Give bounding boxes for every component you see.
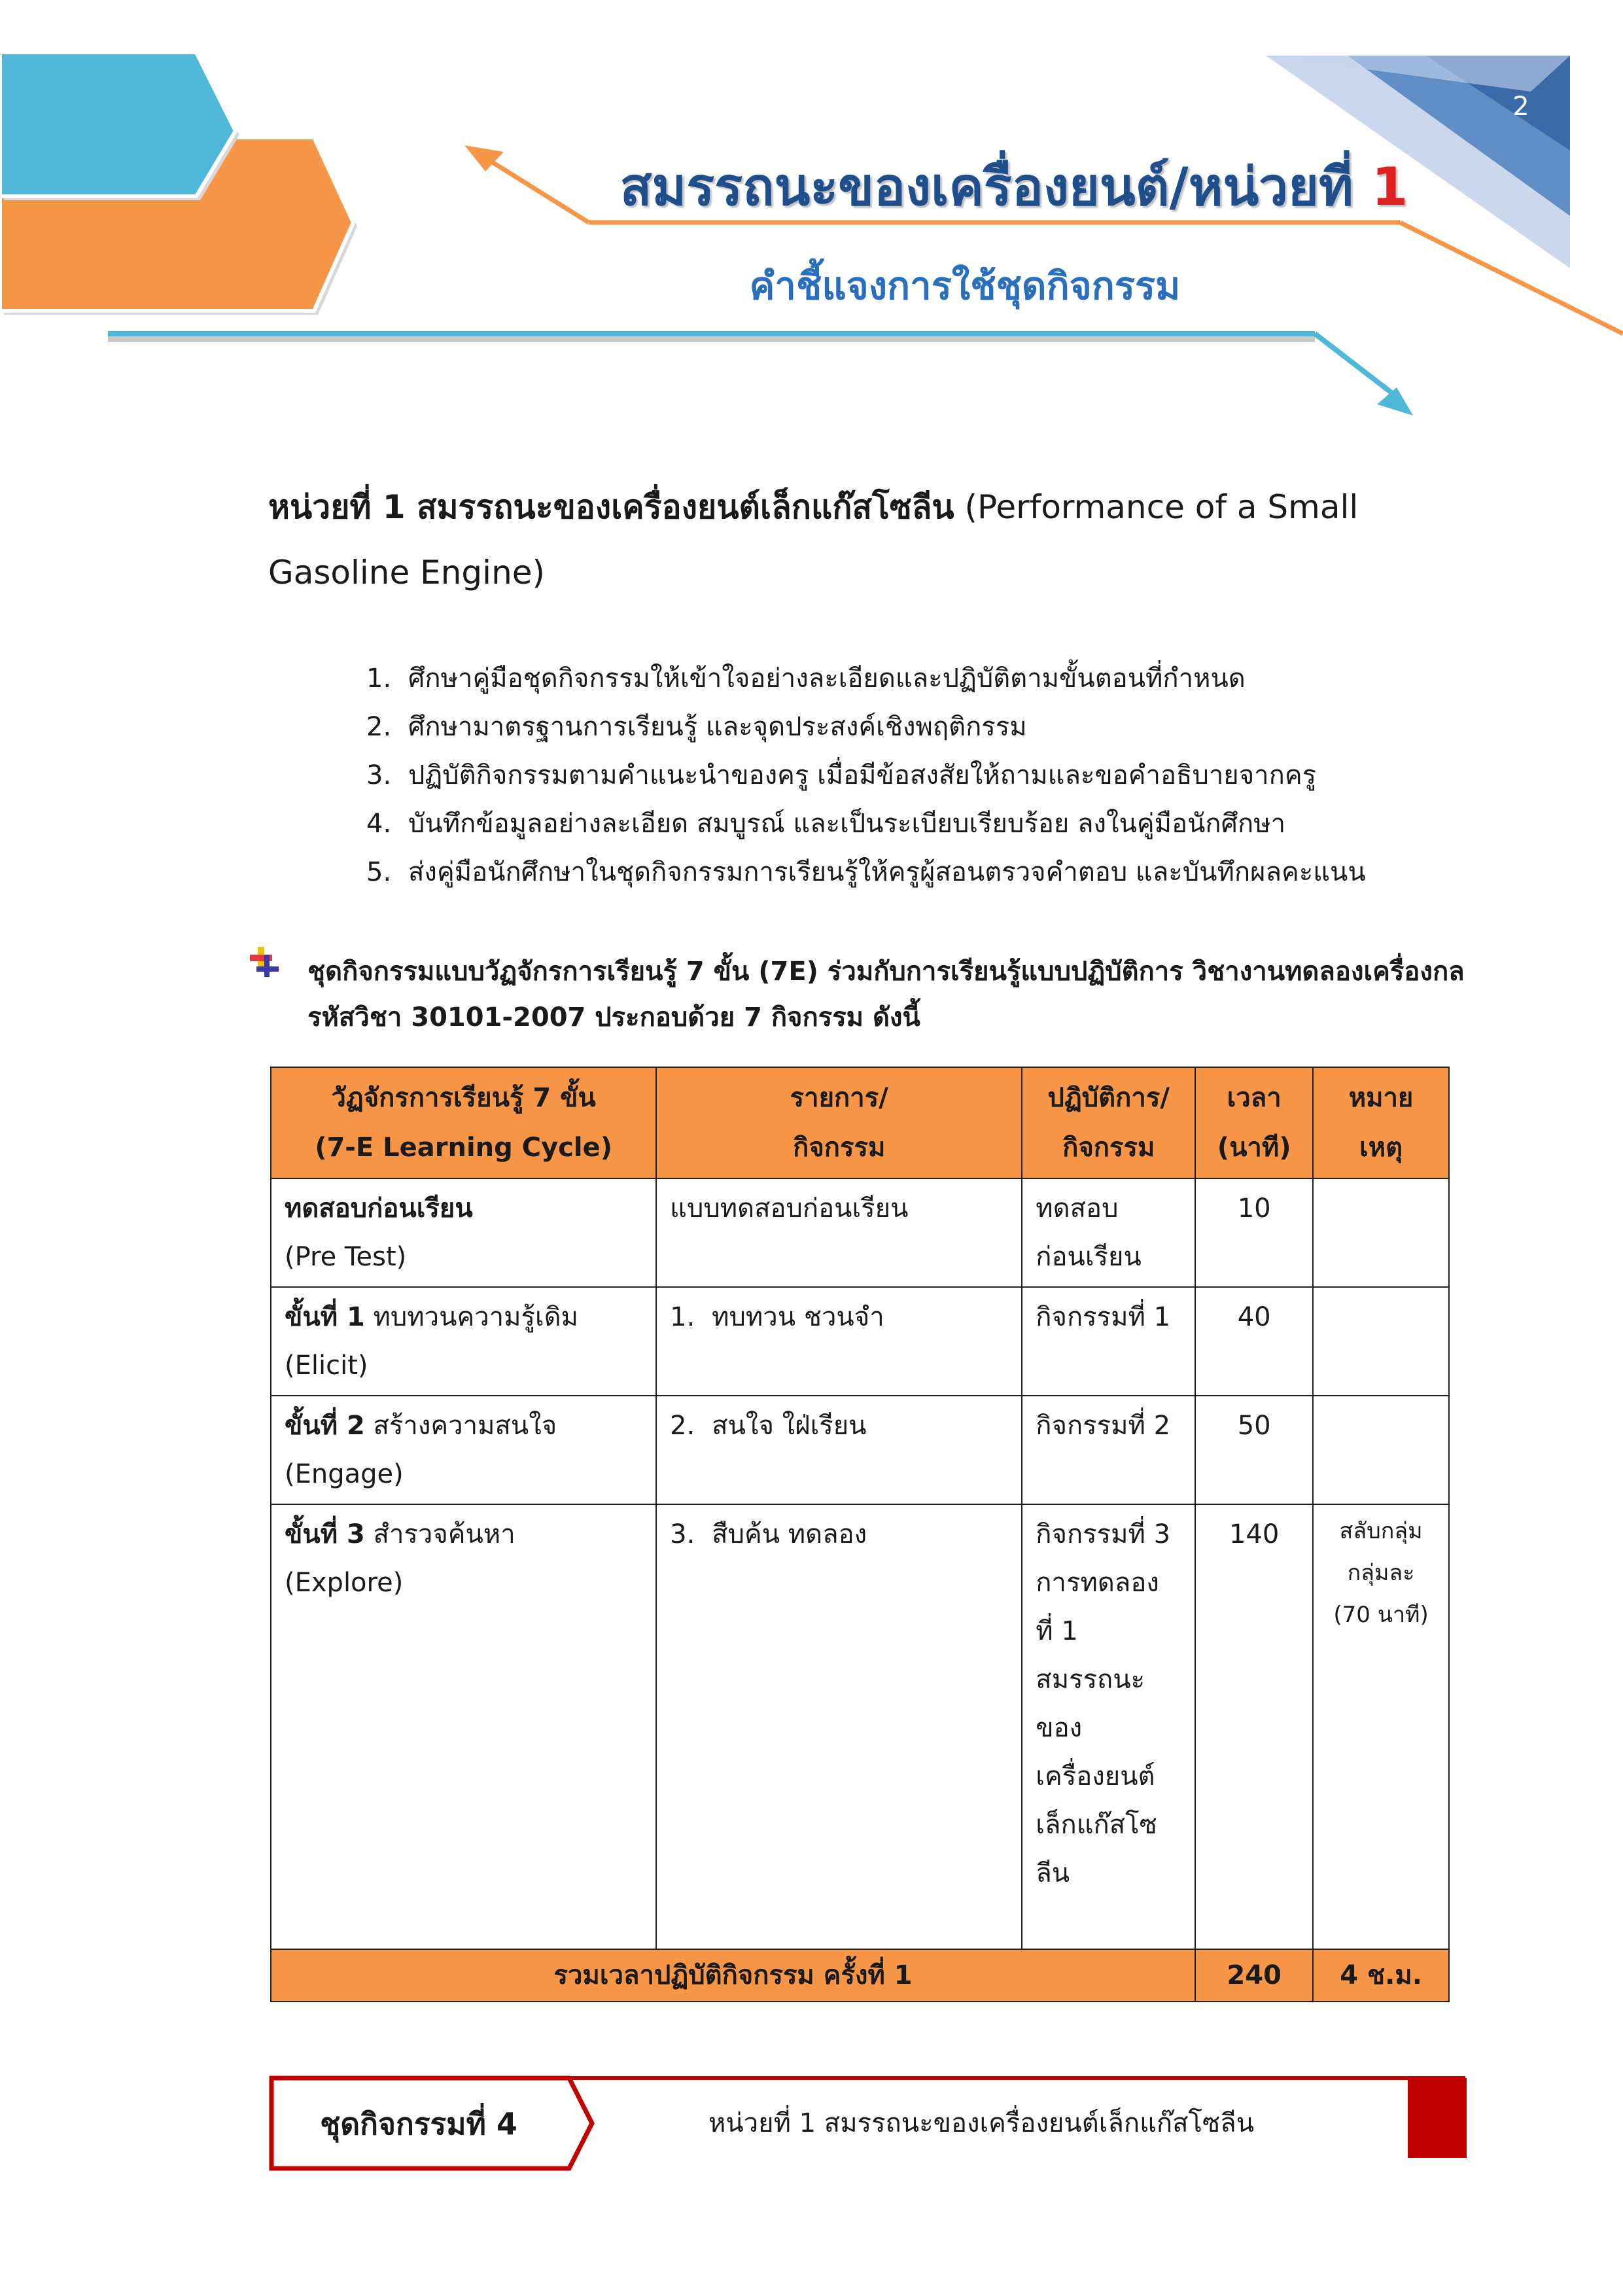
instruction-list bbox=[366, 654, 1544, 896]
instruction-number: 3. bbox=[366, 760, 392, 790]
header-learning-cycle: วัฏจักรการเรียนรู้ 7 ขั้น (7-E Learning Cycle) bbox=[271, 1067, 656, 1178]
list-cell: 2. สนใจ ใฝ่เรียน bbox=[656, 1396, 1022, 1504]
footer-unit-title: หน่วยที่ 1 สมรรถนะของเครื่องยนต์เล็กแก๊สโซลีน bbox=[708, 2108, 1255, 2138]
page-title-number: 1 bbox=[1371, 156, 1408, 217]
instruction-item bbox=[366, 751, 1544, 800]
table-header-row bbox=[271, 1067, 1449, 1178]
arrow-head-shape bbox=[1377, 387, 1413, 415]
page-title bbox=[589, 145, 1439, 228]
practice-cell: กิจกรรมที่ 3 การทดลอง ที่ 1 สมรรถนะ ของ เครื่องยนต์ เล็กแก๊สโซ ลีน bbox=[1022, 1504, 1195, 1949]
instruction-text: บันทึกข้อมูลอย่างละเอียด สมบูรณ์ และเป็นระเบียบเรียบร้อย ลงในคู่มือนักศึกษา bbox=[408, 809, 1286, 839]
list-cell: แบบทดสอบก่อนเรียน bbox=[656, 1178, 1022, 1287]
activity-plan-table bbox=[270, 1067, 1450, 2002]
instruction-item bbox=[366, 654, 1544, 703]
stage-cell: ขั้นที่ 3 สำรวจค้นหา (Explore) bbox=[271, 1504, 656, 1949]
time-cell: 40 bbox=[1195, 1287, 1313, 1396]
instruction-item bbox=[366, 800, 1544, 848]
instruction-text: ศึกษาคู่มือชุดกิจกรรมให้เข้าใจอย่างละเอียดและปฏิบัติตามขั้นตอนที่กำหนด bbox=[408, 663, 1246, 694]
bullet-cross-icon bbox=[249, 945, 281, 978]
page-subtitle: คำชี้แจงการใช้ชุดกิจกรรม bbox=[749, 264, 1181, 308]
remark-cell: สลับกลุ่ม กลุ่มละ (70 นาที) bbox=[1313, 1504, 1449, 1949]
practice-cell: กิจกรรมที่ 2 bbox=[1022, 1396, 1195, 1504]
unit-heading bbox=[268, 474, 1465, 605]
total-hours: 4 ช.ม. bbox=[1313, 1949, 1449, 2002]
activity-set-description: ชุดกิจกรรมแบบวัฏจักรการเรียนรู้ 7 ขั้น (7E) ร่วมกับการเรียนรู้แบบปฏิบัติการ วิชางานทดลองเครื่องกล รหัสวิชา 30101-2007 ประกอบด้วย 7 กิจกรรม ดังนี้ bbox=[307, 957, 1465, 1033]
remark-cell bbox=[1313, 1396, 1449, 1504]
stage-cell: ขั้นที่ 2 สร้างความสนใจ (Engage) bbox=[271, 1396, 656, 1504]
header-decoration bbox=[0, 0, 1623, 458]
instruction-item bbox=[366, 703, 1544, 751]
stage-cell: ขั้นที่ 1 ทบทวนความรู้เดิม (Elicit) bbox=[271, 1287, 656, 1396]
list-cell: 3. สืบค้น ทดลอง bbox=[656, 1504, 1022, 1949]
total-label: รวมเวลาปฏิบัติกิจกรรม ครั้งที่ 1 bbox=[271, 1949, 1195, 2002]
remark-cell bbox=[1313, 1178, 1449, 1287]
header-remarks: หมาย เหตุ bbox=[1313, 1067, 1449, 1178]
instruction-item bbox=[366, 848, 1544, 896]
instruction-text: ส่งคู่มือนักศึกษาในชุดกิจกรรมการเรียนรู้ให้ครูผู้สอนตรวจคำตอบ และบันทึกผลคะแนน bbox=[408, 857, 1366, 887]
header-time-minutes: เวลา (นาที) bbox=[1195, 1067, 1313, 1178]
list-cell: 1. ทบทวน ชวนจำ bbox=[656, 1287, 1022, 1396]
activity-set-label: ชุดกิจกรรมที่ 4 bbox=[320, 2106, 517, 2142]
instruction-text: ศึกษามาตรฐานการเรียนรู้ และจุดประสงค์เชิงพฤติกรรม bbox=[408, 712, 1027, 742]
time-cell: 50 bbox=[1195, 1396, 1313, 1504]
time-cell: 10 bbox=[1195, 1178, 1313, 1287]
header-list-activity: รายการ/ กิจกรรม bbox=[656, 1067, 1022, 1178]
table-row bbox=[271, 1396, 1449, 1504]
unit-title-thai: หน่วยที่ 1 สมรรถนะของเครื่องยนต์เล็กแก๊สโซลีน bbox=[268, 488, 954, 526]
instruction-number: 2. bbox=[366, 712, 392, 742]
footer-red-block bbox=[1408, 2078, 1467, 2158]
total-time: 240 bbox=[1195, 1949, 1313, 2002]
subtitle-underline bbox=[1315, 334, 1400, 399]
page-number: 2 bbox=[1512, 92, 1529, 122]
table-row bbox=[271, 1178, 1449, 1287]
instruction-text: ปฏิบัติกิจกรรมตามคำแนะนำของครู เมื่อมีข้อสงสัยให้ถามและขอคำอธิบายจากครู bbox=[408, 760, 1317, 790]
time-cell: 140 bbox=[1195, 1504, 1313, 1949]
remark-cell bbox=[1313, 1287, 1449, 1396]
page-title-text: สมรรถนะของเครื่องยนต์/หน่วยที่ bbox=[620, 156, 1353, 217]
stage-cell: ทดสอบก่อนเรียน (Pre Test) bbox=[271, 1178, 656, 1287]
table-row bbox=[271, 1287, 1449, 1396]
instruction-number: 4. bbox=[366, 809, 392, 839]
cyan-chevron-shape bbox=[0, 52, 236, 196]
header-practice-activity: ปฏิบัติการ/ กิจกรรม bbox=[1022, 1067, 1195, 1178]
practice-cell: กิจกรรมที่ 1 bbox=[1022, 1287, 1195, 1396]
title-underline bbox=[484, 157, 589, 222]
unit-title-english: (Performance of a Small Gasoline Engine) bbox=[268, 488, 1359, 592]
practice-cell: ทดสอบ ก่อนเรียน bbox=[1022, 1178, 1195, 1287]
instruction-number: 1. bbox=[366, 663, 392, 694]
instruction-number: 5. bbox=[366, 857, 392, 887]
table-total-row bbox=[271, 1949, 1449, 2002]
title-underline bbox=[1400, 222, 1623, 334]
table-row bbox=[271, 1504, 1449, 1949]
